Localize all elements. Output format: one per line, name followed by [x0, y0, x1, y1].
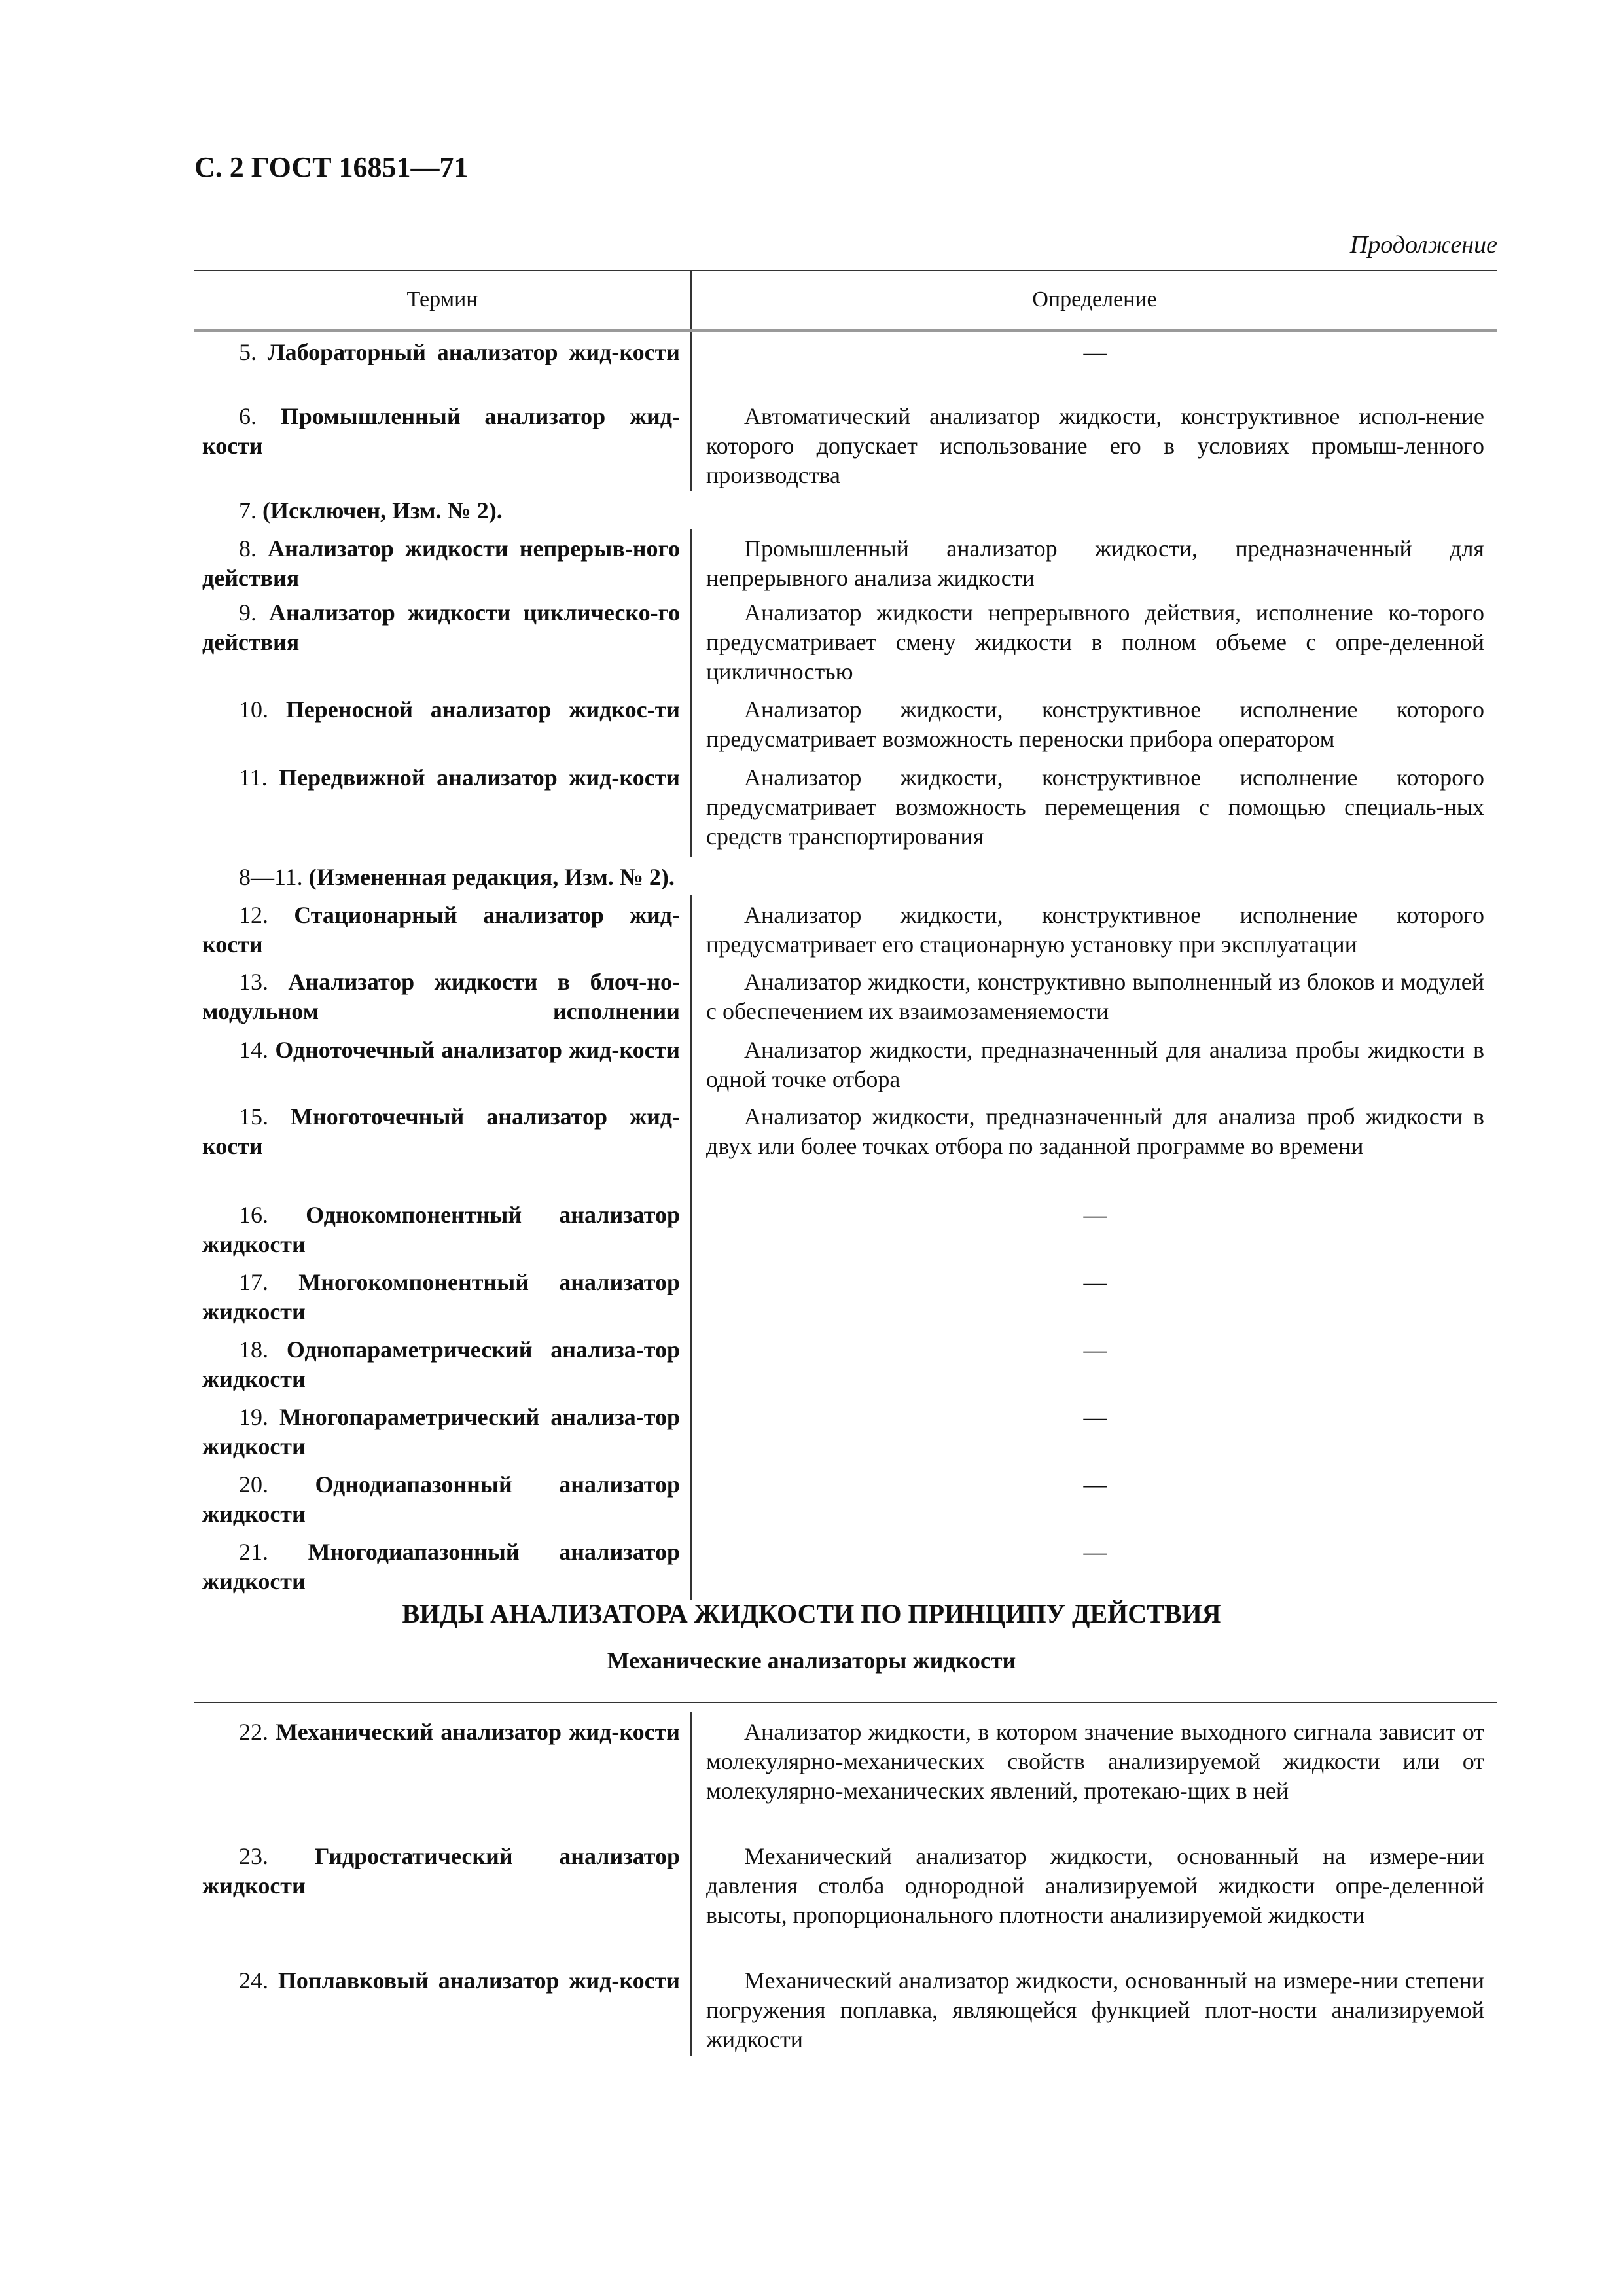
- table-row: [194, 1532, 1497, 1600]
- term-number: 19.: [239, 1404, 268, 1430]
- table-row: [194, 1465, 1497, 1532]
- term-cell: [194, 1330, 690, 1397]
- definition-cell: Анализатор жидкости, предназначенный для анализа проб жидкости в двух или более точках отбора по заданной программе во времени: [690, 1097, 1497, 1195]
- definition-cell: Анализатор жидкости непрерывного действия, исполнение ко-торого предусматривает смену жидкости в полном объеме с опре-деленной цикличностью: [690, 593, 1497, 690]
- term-cell: [194, 1961, 690, 2056]
- term-cell: [194, 1712, 690, 1837]
- term-number: 8.: [239, 535, 257, 562]
- term-number: 14.: [239, 1037, 268, 1063]
- term-number: 6.: [239, 403, 257, 429]
- table-row: [194, 491, 1497, 529]
- term-number: 23.: [239, 1843, 268, 1869]
- table-row: [194, 593, 1497, 690]
- page-header: С. 2 ГОСТ 16851—71: [194, 151, 469, 183]
- term-text: Поплавковый анализатор жид-кости: [277, 1967, 680, 1994]
- term-text: Анализатор жидкости непрерыв-ного действия: [202, 535, 680, 591]
- term-cell: [194, 332, 690, 397]
- table-row: [194, 690, 1497, 758]
- definition-cell: Механический анализатор жидкости, основанный на измере-нии давления столба однородной анализируемой жидкости опре-деленной высоты, пропорционального плотности анализируемой жидкости: [690, 1837, 1497, 1961]
- table-row: [194, 895, 1497, 962]
- term-cell: [194, 1195, 690, 1263]
- term-number: 22.: [239, 1719, 268, 1745]
- term-text: Многоточечный анализатор жид-кости: [202, 1103, 681, 1159]
- term-number: 7.: [239, 497, 257, 524]
- term-cell: [194, 593, 690, 690]
- term-text: Анализатор жидкости в блоч-но-модульном исполнении: [202, 969, 680, 1024]
- term-cell: [194, 1532, 690, 1600]
- terms-table: [194, 270, 1497, 1600]
- table-header: [194, 270, 1497, 332]
- term-number: 12.: [239, 902, 268, 928]
- section-subtitle: Механические анализаторы жидкости: [607, 1647, 1016, 1674]
- table-row: [194, 1397, 1497, 1465]
- term-number: 24.: [239, 1967, 268, 1994]
- amendment-note: [194, 857, 1497, 895]
- term-cell: [194, 1397, 690, 1465]
- table-row: [194, 397, 1497, 491]
- term-number: 15.: [239, 1103, 268, 1130]
- term-number: 13.: [239, 969, 268, 995]
- column-header-definition: Определение: [690, 271, 1497, 329]
- term-cell: [194, 895, 690, 962]
- term-number: 17.: [239, 1269, 268, 1295]
- term-number: 21.: [239, 1539, 268, 1565]
- table-row: [194, 758, 1497, 857]
- definition-cell: —: [690, 332, 1497, 397]
- continuation-label: Продолжение: [1349, 231, 1497, 259]
- term-cell: [194, 962, 690, 1030]
- definition-cell: Анализатор жидкости, предназначенный для анализа пробы жидкости в одной точке отбора: [690, 1030, 1497, 1097]
- table-row: [194, 332, 1497, 397]
- table-row: [194, 1030, 1497, 1097]
- term-cell: [194, 1465, 690, 1532]
- term-text: (Измененная редакция, Изм. № 2).: [308, 864, 675, 890]
- term-cell: [194, 529, 690, 593]
- term-text: Переносной анализатор жидкос-ти: [285, 696, 680, 723]
- definition-cell: —: [690, 1532, 1497, 1600]
- table-row: [194, 962, 1497, 1030]
- term-cell: [194, 758, 690, 857]
- term-number: 5.: [239, 339, 257, 365]
- term-cell: [194, 1263, 690, 1330]
- term-number: 10.: [239, 696, 268, 723]
- definition-cell: —: [690, 1263, 1497, 1330]
- definition-cell: Механический анализатор жидкости, основанный на измере-нии степени погружения поплавка, являющейся функцией плот-ности анализируемой жидкости: [690, 1961, 1497, 2056]
- definition-cell: —: [690, 1465, 1497, 1532]
- table-row: [194, 529, 1497, 593]
- term-text: Однопараметрический анализа-тор жидкости: [202, 1336, 680, 1392]
- term-text: Однокомпонентный анализатор жидкости: [202, 1202, 681, 1257]
- definition-cell: —: [690, 1397, 1497, 1465]
- definition-cell: —: [690, 1195, 1497, 1263]
- term-text: Многокомпонентный анализатор жидкости: [202, 1269, 680, 1325]
- term-text: Многодиапазонный анализатор жидкости: [202, 1539, 680, 1594]
- table-row: [194, 1961, 1497, 2056]
- mechanical-terms-table: [194, 1702, 1497, 2056]
- definition-cell: —: [690, 1330, 1497, 1397]
- term-text: Стационарный анализатор жид-кости: [202, 902, 680, 958]
- table-row: [194, 1263, 1497, 1330]
- term-number: 9.: [239, 600, 257, 626]
- definition-cell: Анализатор жидкости, конструктивное исполнение которого предусматривает возможность перемещения с помощью специаль-ных средств транспортирования: [690, 758, 1497, 857]
- amendment-note: [194, 491, 1497, 529]
- term-text: (Исключен, Изм. № 2).: [262, 497, 503, 524]
- term-text: Анализатор жидкости циклическо-го действия: [202, 600, 681, 655]
- table-row: [194, 1837, 1497, 1961]
- table-row: [194, 1330, 1497, 1397]
- table-row: [194, 1712, 1497, 1837]
- term-cell: [194, 1837, 690, 1961]
- term-text: Гидростатический анализатор жидкости: [202, 1843, 681, 1899]
- term-number: 16.: [239, 1202, 268, 1228]
- term-cell: [194, 1097, 690, 1195]
- table-row: [194, 1097, 1497, 1195]
- term-text: Однодиапазонный анализатор жидкости: [202, 1471, 680, 1527]
- term-number: 20.: [239, 1471, 268, 1498]
- term-cell: [194, 397, 690, 491]
- table-row: [194, 1195, 1497, 1263]
- term-number: 18.: [239, 1336, 268, 1363]
- term-text: Механический анализатор жид-кости: [276, 1719, 681, 1745]
- definition-cell: Анализатор жидкости, конструктивно выполненный из блоков и модулей с обеспечением их взаимозаменяемости: [690, 962, 1497, 1030]
- definition-cell: Автоматический анализатор жидкости, конструктивное испол-нение которого допускает использование его в условиях промыш-ленного производства: [690, 397, 1497, 491]
- term-text: Передвижной анализатор жид-кости: [279, 764, 680, 791]
- table-top-rule: [194, 1702, 1497, 1712]
- term-cell: [194, 1030, 690, 1097]
- term-number: 8—11.: [239, 864, 303, 890]
- definition-cell: Анализатор жидкости, конструктивное исполнение которого предусматривает его стационарную установку при эксплуатации: [690, 895, 1497, 962]
- table-row: [194, 857, 1497, 895]
- term-number: 11.: [239, 764, 268, 791]
- section-title: ВИДЫ АНАЛИЗАТОРА ЖИДКОСТИ ПО ПРИНЦИПУ ДЕЙСТВИЯ: [402, 1599, 1221, 1628]
- term-text: Промышленный анализатор жид-кости: [202, 403, 681, 459]
- term-text: Одноточечный анализатор жид-кости: [275, 1037, 681, 1063]
- definition-cell: Анализатор жидкости, конструктивное исполнение которого предусматривает возможность переноски прибора оператором: [690, 690, 1497, 758]
- term-cell: [194, 690, 690, 758]
- term-text: Лабораторный анализатор жид-кости: [267, 339, 680, 365]
- column-header-term: Термин: [406, 287, 478, 312]
- term-text: Многопараметрический анализа-тор жидкости: [202, 1404, 680, 1460]
- definition-cell: Анализатор жидкости, в котором значение выходного сигнала зависит от молекулярно-механических свойств анализируемой жидкости или от молекулярно-механических явлений, протекаю-щих в ней: [690, 1712, 1497, 1837]
- definition-cell: Промышленный анализатор жидкости, предназначенный для непрерывного анализа жидкости: [690, 529, 1497, 593]
